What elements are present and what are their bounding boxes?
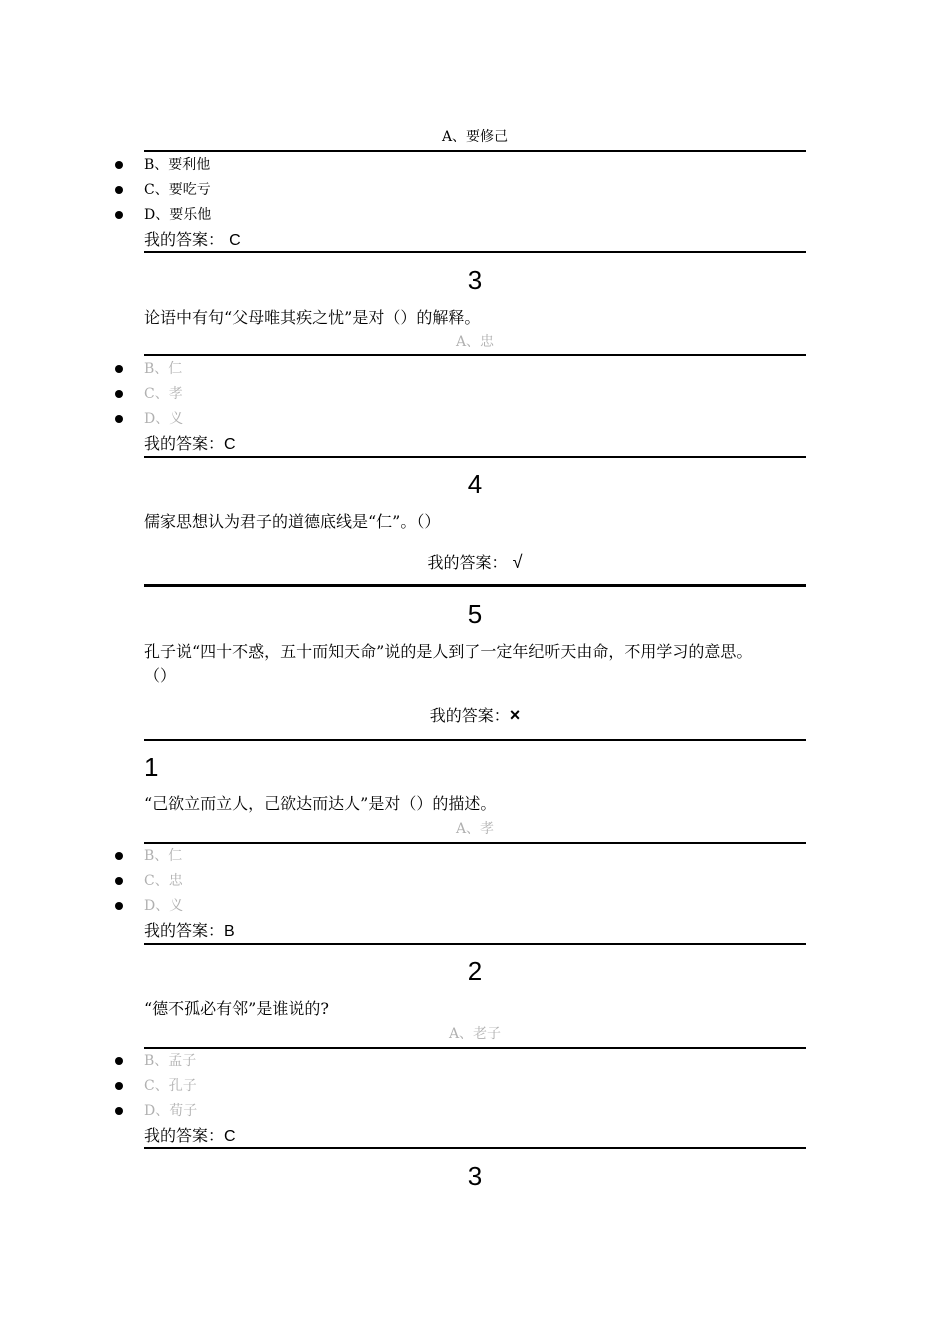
- answer-label: 我的答案：: [144, 434, 225, 453]
- divider: [144, 842, 806, 844]
- bullet: [115, 902, 123, 910]
- bullet: [115, 211, 123, 219]
- bullet: [115, 365, 123, 373]
- answer-label: 我的答案：: [429, 706, 510, 725]
- question-number: 4: [467, 469, 483, 499]
- option-c: C、要吃亏: [144, 182, 211, 198]
- question-stem: “德不孤必有邻”是谁说的?: [144, 999, 329, 1018]
- answer-value: C: [224, 436, 236, 453]
- option-d: D、荀子: [144, 1103, 198, 1119]
- my-answer: [144, 705, 806, 726]
- question-number: 3: [467, 265, 483, 295]
- question-stem-continued: （）: [144, 666, 177, 685]
- option-c: C、忠: [144, 873, 183, 889]
- option-d: D、要乐他: [144, 207, 212, 223]
- option-a: A、孝: [455, 821, 495, 837]
- answer-label: 我的答案：: [144, 921, 225, 940]
- my-answer: [144, 552, 806, 573]
- my-answer: [144, 230, 241, 251]
- option-d: D、义: [144, 411, 184, 427]
- bullet: [115, 1107, 123, 1115]
- divider: [144, 150, 806, 152]
- bullet: [115, 390, 123, 398]
- divider: [144, 354, 806, 356]
- divider: [144, 456, 806, 458]
- divider: [144, 584, 806, 587]
- answer-value: √: [512, 552, 523, 572]
- question-number: 2: [467, 956, 483, 986]
- answer-value: C: [229, 232, 241, 249]
- answer-value: C: [224, 1128, 236, 1145]
- question-stem: “己欲立而立人，己欲达而达人”是对（）的描述。: [144, 794, 497, 813]
- question-stem: 论语中有句“父母唯其疾之忧”是对（）的解释。: [144, 308, 481, 327]
- option-a: A、忠: [455, 334, 495, 350]
- divider: [144, 739, 806, 741]
- option-b: B、孟子: [144, 1053, 197, 1069]
- question-number: 5: [467, 599, 483, 629]
- option-b: B、仁: [144, 848, 183, 864]
- answer-value: ×: [509, 705, 521, 725]
- bullet: [115, 161, 123, 169]
- my-answer: [144, 921, 235, 942]
- divider: [144, 943, 806, 945]
- answer-label: 我的答案：: [427, 553, 508, 572]
- option-a: A、要修己: [441, 129, 509, 145]
- option-a: A、老子: [448, 1026, 502, 1042]
- answer-value: B: [224, 923, 235, 940]
- divider: [144, 1147, 806, 1149]
- bullet: [115, 415, 123, 423]
- answer-label: 我的答案：: [144, 230, 225, 249]
- bullet: [115, 877, 123, 885]
- question-number: 1: [144, 752, 159, 782]
- question-stem: 儒家思想认为君子的道德底线是“仁”。（）: [144, 512, 441, 531]
- bullet: [115, 1082, 123, 1090]
- my-answer: [144, 434, 236, 455]
- answer-label: 我的答案：: [144, 1126, 225, 1145]
- option-d: D、义: [144, 898, 184, 914]
- option-c: C、孝: [144, 386, 183, 402]
- option-b: B、要利他: [144, 157, 211, 173]
- bullet: [115, 852, 123, 860]
- option-b: B、仁: [144, 361, 183, 377]
- divider: [144, 251, 806, 253]
- bullet: [115, 186, 123, 194]
- question-number: 3: [467, 1161, 483, 1191]
- question-stem: 孔子说“四十不惑，五十而知天命”说的是人到了一定年纪听天由命，不用学习的意思。: [144, 642, 753, 661]
- bullet: [115, 1057, 123, 1065]
- my-answer: [144, 1126, 236, 1147]
- divider: [144, 1047, 806, 1049]
- option-c: C、孔子: [144, 1078, 197, 1094]
